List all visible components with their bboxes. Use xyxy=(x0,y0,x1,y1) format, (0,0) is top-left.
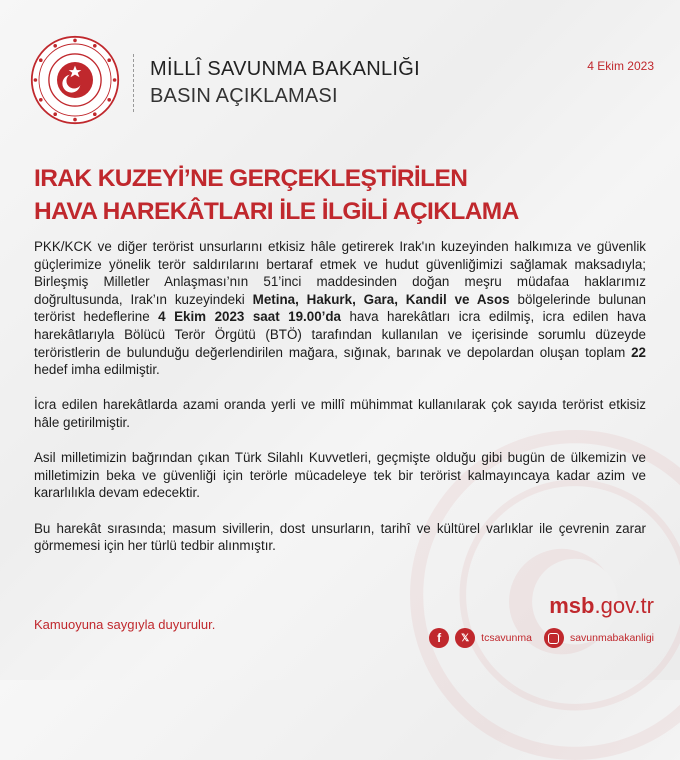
text: hedef imha edilmiştir. xyxy=(34,362,160,378)
header-divider xyxy=(133,54,134,112)
title-line-1: IRAK KUZEYİ’NE GERÇEKLEŞTİRİLEN xyxy=(34,165,468,192)
operation-time: 4 Ekim 2023 saat 19.00’da xyxy=(158,309,341,325)
text: bölgelerinde bulunan terörist hedeflerine xyxy=(34,291,647,325)
website-link[interactable] xyxy=(549,593,654,619)
site-bold: msb xyxy=(549,593,595,618)
facebook-icon[interactable]: f xyxy=(429,628,449,648)
text: hava harekâtları icra edilmiş, icra edilen hava harekâtlarıyla Bölücü Terör Örgütü (BTÖ) tarafından kullanılan ve içerisinde sorumlu düzeyde teröristlerin de bulunduğu değerlendirilen mağara, sığınak, barınak ve depolardan oluşan toplam xyxy=(34,309,647,360)
title-line-2: HAVA HAREKÂTLARI İLE İLGİLİ AÇIKLAMA xyxy=(34,198,519,225)
instagram-icon[interactable] xyxy=(544,628,564,648)
msb-logo xyxy=(30,35,120,125)
regions: Metina, Hakurk, Gara, Kandil ve Asos xyxy=(252,291,510,307)
statement-body xyxy=(34,238,646,572)
paragraph-2: İcra edilen harekâtlarda azami oranda yerli ve millî mühimmat kullanılarak çok sayıda terörist etkisiz hâle getirilmiştir. xyxy=(34,397,646,430)
page-title xyxy=(34,162,519,228)
organization-name: MİLLÎ SAVUNMA BAKANLIĞI xyxy=(150,58,420,80)
paragraph-4: Bu harekât sırasında; masum sivillerin, dost unsurların, tarihî ve kültürel varlıklar ile çevrenin zarar görmemesi için her türlü tedbir alınmıştır. xyxy=(34,520,646,554)
paragraph-1 xyxy=(34,238,646,379)
text: PKK/KCK ve diğer terörist unsurlarını etkisiz hâle getirerek Irak'ın kuzeyinden halkımıza ve güvenlik güçlerimize yönelik terör saldırılarını bertaraf etmek ve hudut güvenliğimizi sağlamak maksadıyla; Birleşmiş Milletler Anlaşması’nın 51’inci maddesinden doğan meşru müdafaa haklarımız doğrultusunda, Irak’ın kuzeyindeki xyxy=(34,239,646,307)
document-type: BASIN AÇIKLAMASI xyxy=(150,85,338,107)
social-links xyxy=(429,628,654,648)
x-handle[interactable]: tcsavunma xyxy=(481,632,532,644)
x-icon[interactable]: 𝕏 xyxy=(455,628,475,648)
target-count: 22 xyxy=(631,344,646,360)
paragraph-3: Asil milletimizin bağrından çıkan Türk Silahlı Kuvvetleri, geçmişte olduğu gibi bugün de ülkemizin ve milletimizin beka ve güvenliği için terörle mücadeleye tek bir terörist kalmayıncaya kadar azim ve kararlılıkla devam edecektir. xyxy=(34,450,646,501)
release-date: 4 Ekim 2023 xyxy=(587,59,654,73)
site-rest: .gov.tr xyxy=(594,593,654,618)
instagram-handle[interactable]: savunmabakanligi xyxy=(569,632,654,644)
closing-text: Kamuoyuna saygıyla duyurulur. xyxy=(34,617,216,632)
